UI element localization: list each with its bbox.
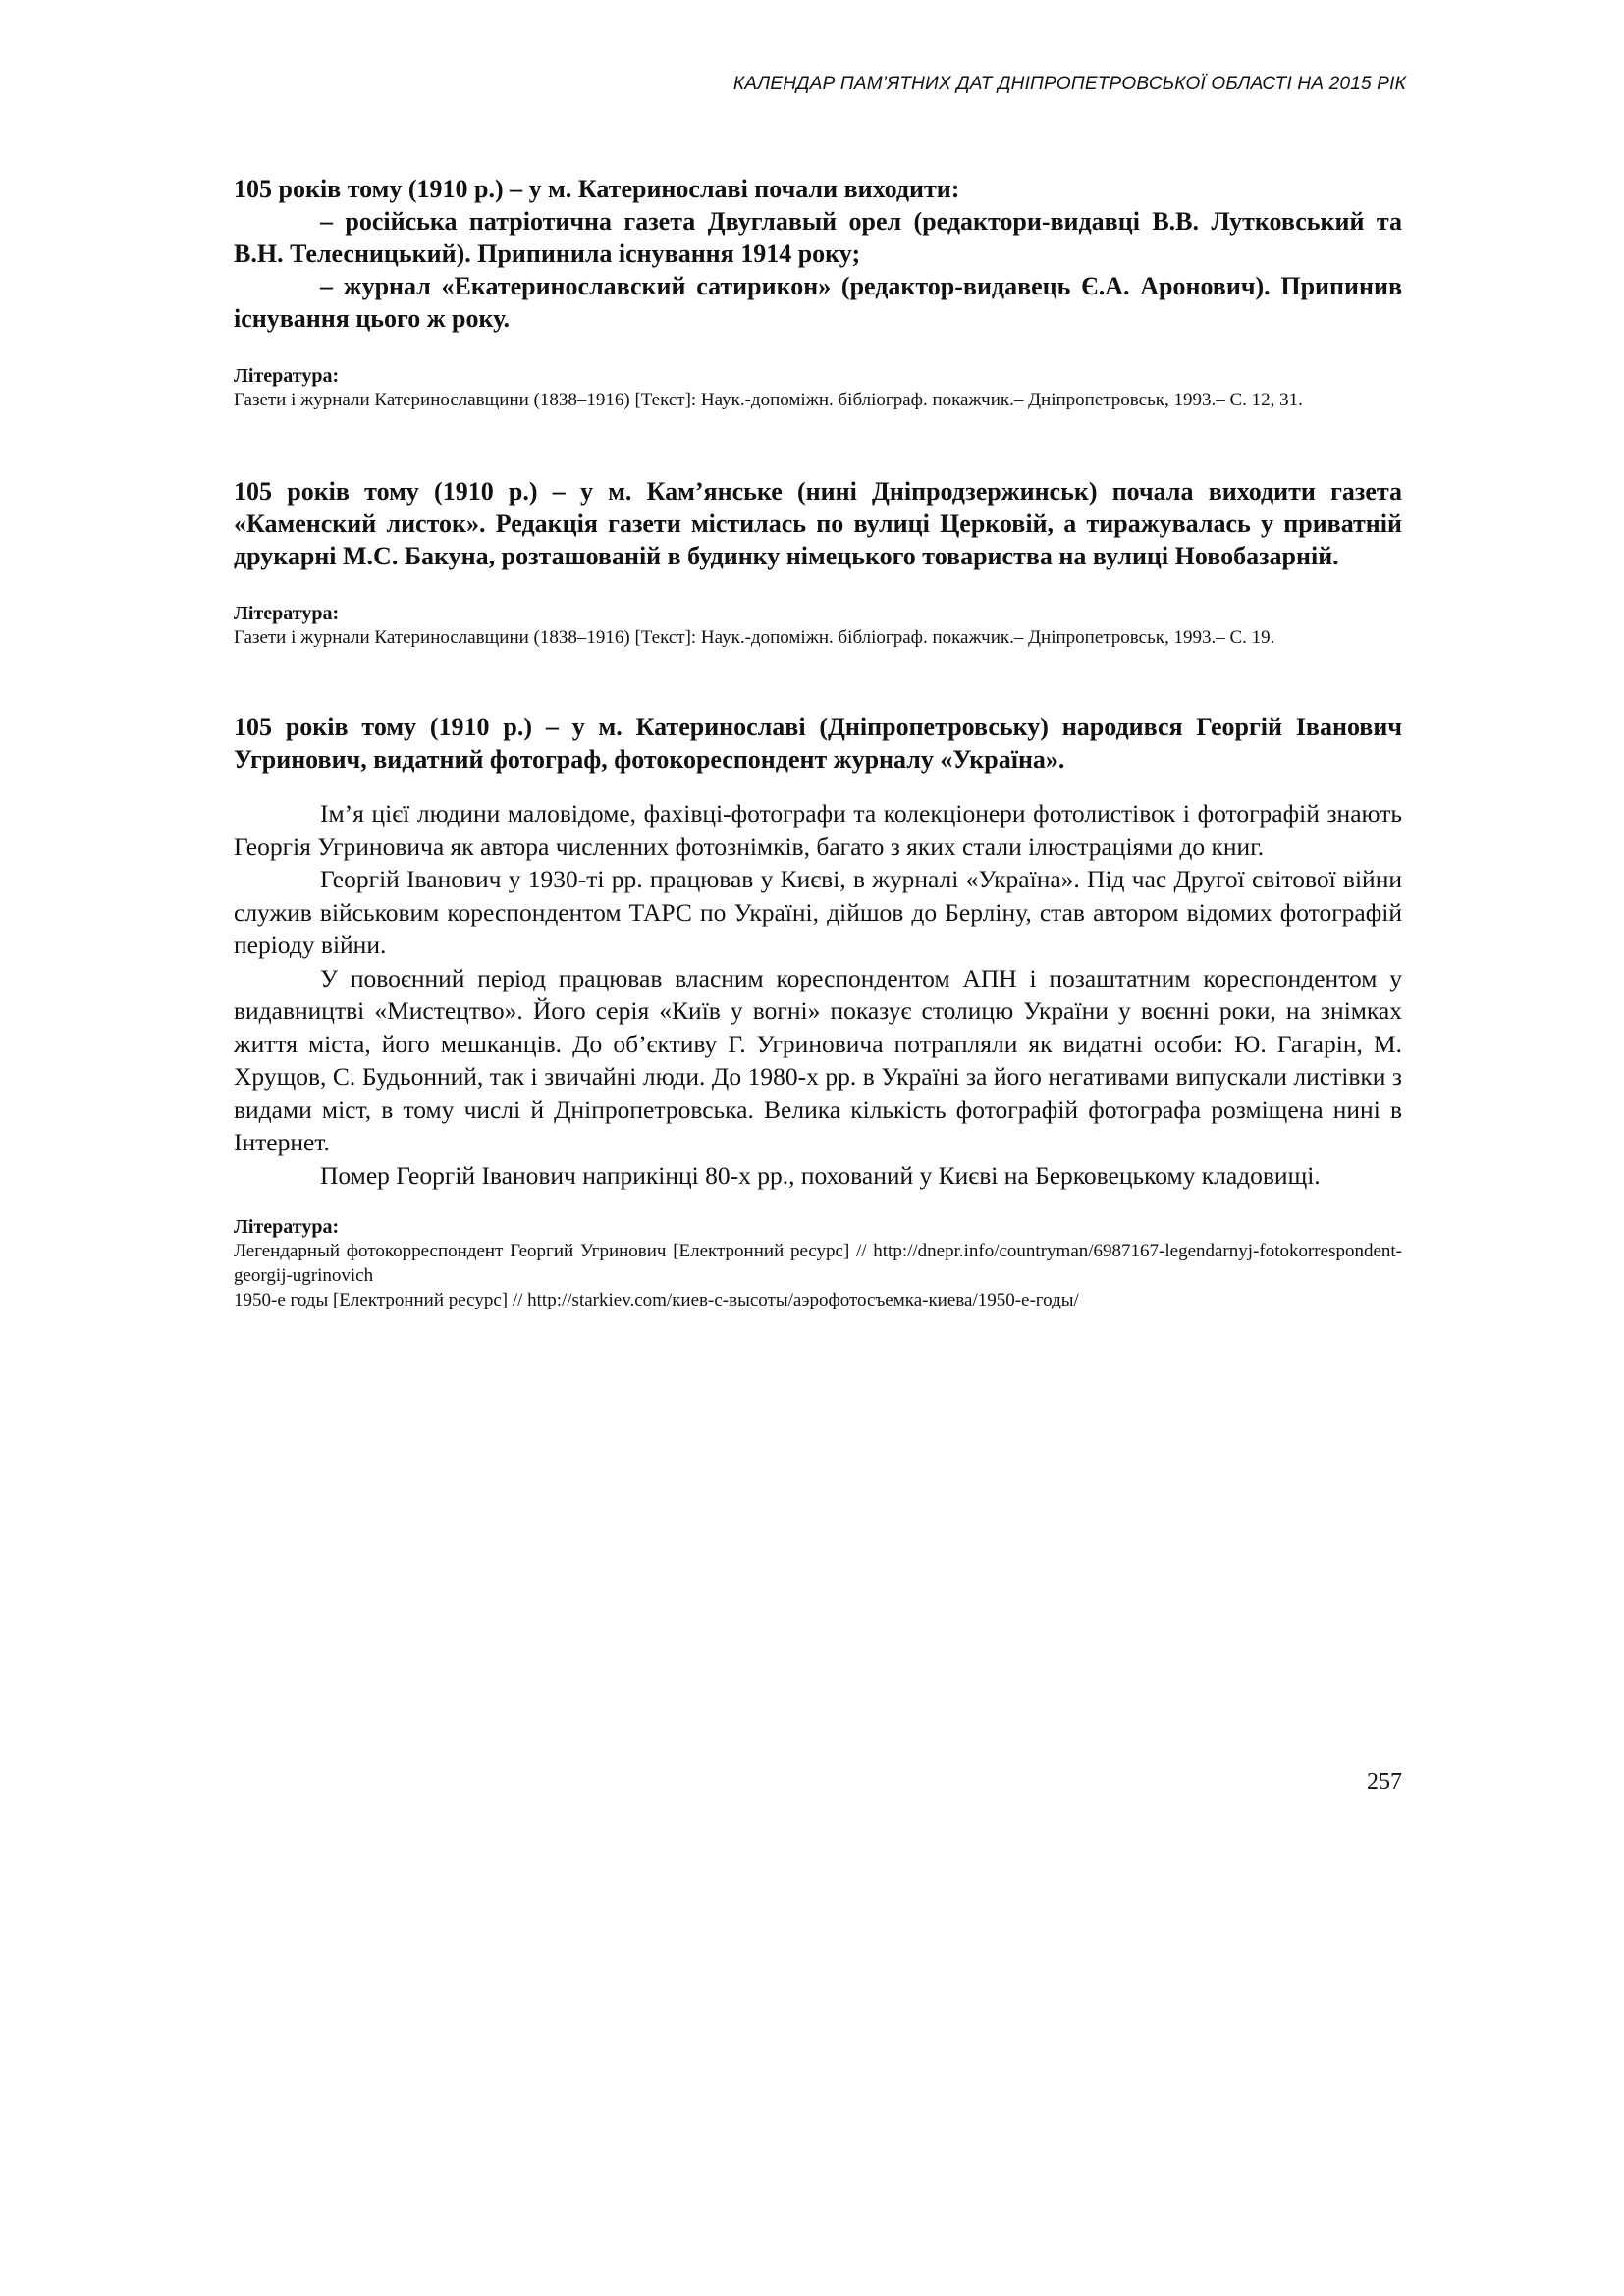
section-1-item-2: – журнал «Екатеринославский сатирикон» (редактор-видавець Є.А. Аронович). Припинив існування цього ж року.: [234, 272, 1402, 333]
section-3-paragraph-3: У повоєнний період працював власним кореспондентом АПН і позаштатним кореспондентом у видавництві «Мистецтво». Його серія «Київ у вогні» показує столицю України у воєнні роки, на знімках життя міста, його мешканців. До об’єктиву Г. Угриновича потрапляли як видатні особи: Ю. Гагарін, М. Хрущов, С. Будьонний, так і звичайні люди. До 1980-х рр. в Україні за його негативами випускали листівки з видами міст, в тому числі й Дніпропетровська. Велика кількість фотографій фотографа розміщена нині в Інтернет.: [234, 963, 1402, 1156]
page-content: [234, 173, 1402, 1312]
section-2-literature-label: Література:: [234, 603, 340, 624]
section-2-title: 105 років тому (1910 р.) – у м. Кам’янське (нині Дніпродзержинськ) почала виходити газета «Каменский листок». Редакція газети містилась по вулиці Церковій, а тиражувалась у приватній друкарні М.С. Бакуна, розташованій в будинку німецького товариства на вулиці Новобазарній.: [234, 477, 1402, 570]
section-1: [234, 173, 1402, 412]
section-3-paragraph-2: Георгій Іванович у 1930-ті рр. працював у Києві, в журналі «Україна». Під час Другої світової війни служив військовим кореспондентом ТАРС по Україні, дійшов до Берліну, став автором відомих фотографій періоду війни.: [234, 865, 1402, 959]
page-number: 257: [1367, 1769, 1402, 1794]
section-3-literature-entry-1: Легендарный фотокорреспондент Георгий Угринович [Електронний ресурс] // http://dnepr.info/countryman/6987167-legendarnyj-fotokorrespondent-georgij-ugrinovich: [234, 1241, 1402, 1286]
section-3-literature-entry-2: 1950-е годы [Електронний ресурс] // http://starkiev.com/киев-с-высоты/аэрофотосъемка-киева/1950-е-годы/: [234, 1290, 1079, 1310]
section-2-literature-entry: Газети і журнали Катеринославщини (1838–1916) [Текст]: Наук.-допоміжн. бібліограф. покажчик.– Дніпропетровськ, 1993.– С. 19.: [234, 627, 1275, 648]
section-3-literature-label: Література:: [234, 1216, 340, 1238]
running-header: КАЛЕНДАР ПАМ’ЯТНИХ ДАТ ДНІПРОПЕТРОВСЬКОЇ ОБЛАСТІ НА 2015 РІК: [732, 74, 1406, 94]
section-1-item-1: – російська патріотична газета Двуглавый орел (редактори-видавці В.В. Лутковський та В.Н. Телесницький). Припинила існування 1914 року;: [234, 207, 1402, 268]
section-1-literature-label: Література:: [234, 365, 340, 387]
section-1-title: [234, 173, 1402, 335]
section-3-paragraph-4: Помер Георгій Іванович наприкінці 80-х рр., похований у Києві на Берковецькому кладовищі.: [320, 1160, 1321, 1190]
section-3: [234, 711, 1402, 1312]
section-2: [234, 475, 1402, 650]
section-3-title: 105 років тому (1910 р.) – у м. Катеринославі (Дніпропетровську) народився Георгій Іванович Угринович, видатний фотограф, фотокореспондент журналу «Україна».: [234, 713, 1402, 774]
section-1-literature-entry: Газети і журнали Катеринославщини (1838–1916) [Текст]: Наук.-допоміжн. бібліограф. покажчик.– Дніпропетровськ, 1993.– С. 12, 31.: [234, 390, 1303, 410]
section-3-paragraph-1: Ім’я цієї людини маловідоме, фахівці-фотографи та колекціонери фотолистівок і фотографій знають Георгія Угриновича як автора численних фотознімків, багато з яких стали ілюстраціями до книг.: [234, 799, 1402, 861]
section-1-title-line-1: 105 років тому (1910 р.) – у м. Катеринославі почали виходити:: [234, 175, 960, 203]
